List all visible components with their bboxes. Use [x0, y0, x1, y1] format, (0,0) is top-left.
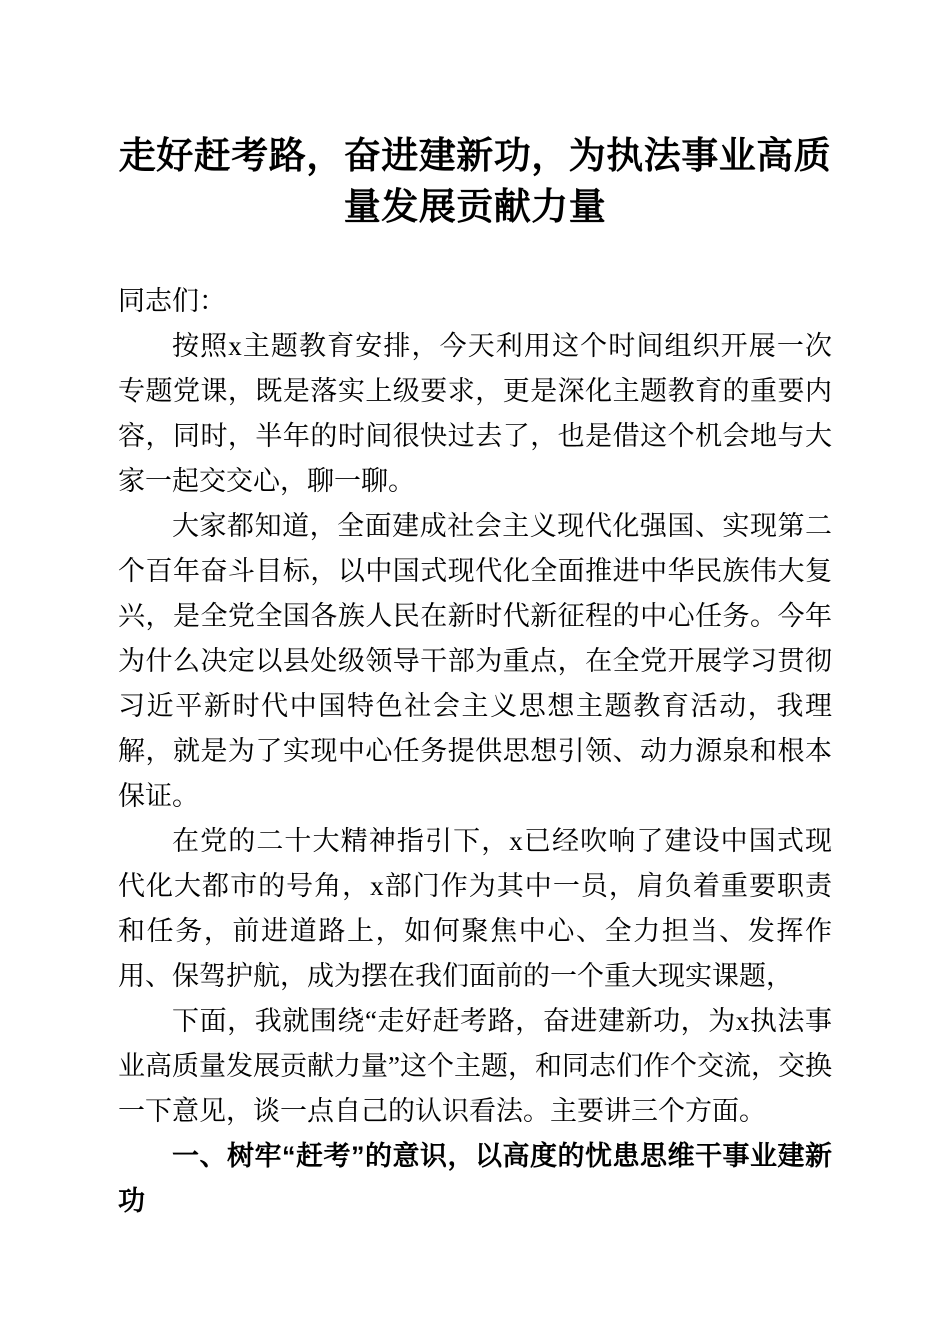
document-title: 走好赶考路，奋进建新功，为执法事业高质量发展贡献力量	[118, 136, 832, 228]
paragraph: 在党的二十大精神指引下，x已经吹响了建设中国式现代化大都市的号角，x部门作为其中一员，肩负着重要职责和任务，前进道路上，如何聚焦中心、全力担当、发挥作用、保驾护航，成为摆在我们面前的一个重大现实课题，	[118, 826, 832, 991]
paragraph: 大家都知道，全面建成社会主义现代化强国、实现第二个百年奋斗目标，以中国式现代化全面推进中华民族伟大复兴，是全党全国各族人民在新时代新征程的中心任务。今年为什么决定以县处级领导干部为重点，在全党开展学习贯彻习近平新时代中国特色社会主义思想主题教育活动，我理解，就是为了实现中心任务提供思想引领、动力源泉和根本保证。	[118, 511, 832, 811]
paragraph: 按照x主题教育安排，今天利用这个时间组织开展一次专题党课，既是落实上级要求，更是深化主题教育的重要内容，同时，半年的时间很快过去了，也是借这个机会地与大家一起交交心，聊一聊。	[118, 331, 832, 496]
document-body	[118, 279, 832, 1224]
salutation: 同志们：	[118, 286, 226, 316]
paragraph: 下面，我就围绕“走好赶考路，奋进建新功，为x执法事业高质量发展贡献力量”这个主题，和同志们作个交流，交换一下意见，谈一点自己的认识看法。主要讲三个方面。	[118, 1006, 832, 1126]
section-heading: 一、树牢“赶考”的意识，以高度的忧患思维干事业建新功	[118, 1141, 832, 1216]
